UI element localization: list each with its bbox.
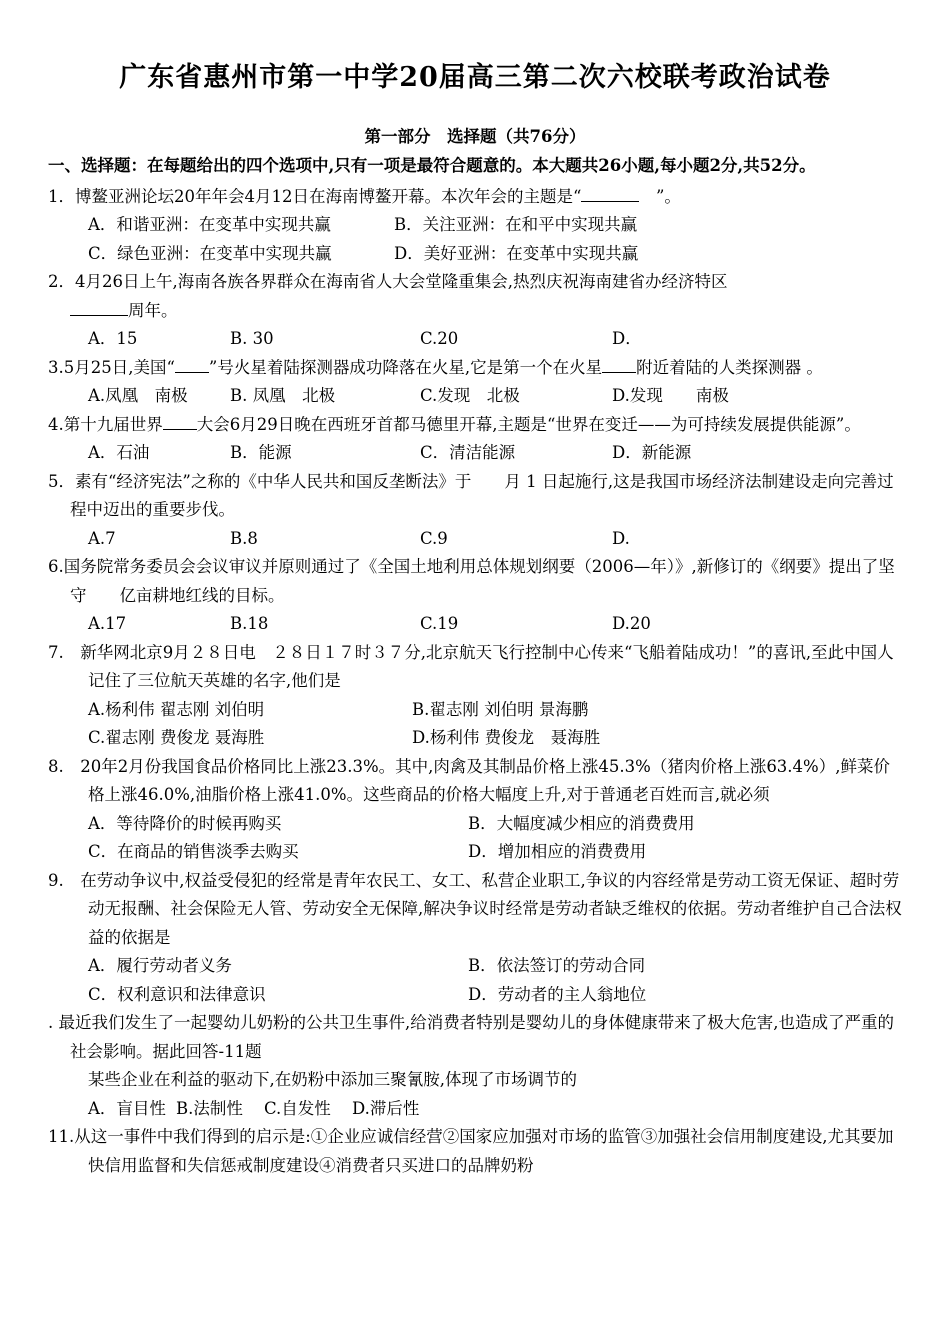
- question-2: [48, 268, 902, 325]
- option-d: D．: [612, 329, 642, 348]
- option-d: D．增加相应的消费费用: [468, 842, 647, 861]
- option-c: C．绿色亚洲：在变革中实现共赢: [88, 243, 332, 263]
- option-c: C.自发性: [264, 1098, 331, 1118]
- option-b: B.8: [230, 528, 258, 548]
- option-a: A．等待降价的时候再购买: [88, 813, 282, 833]
- answer-blank: [602, 354, 636, 373]
- question-9-options-row-1: [48, 952, 902, 981]
- question-4-stem-b: 大会6月29日晚在西班牙首都马德里开幕,主题是“世界在变迁——为可持续发展提供能源”。: [196, 414, 861, 434]
- option-c: C．清洁能源: [420, 443, 516, 462]
- question-8-options-row-1: [48, 810, 902, 839]
- option-a: A．履行劳动者义务: [88, 956, 232, 975]
- option-d: D.滞后性: [352, 1098, 420, 1118]
- option-c: C.翟志刚 费俊龙 聂海胜: [88, 728, 265, 747]
- option-a: A．盲目性: [88, 1098, 166, 1118]
- question-1-stem-b: ”。: [639, 186, 681, 206]
- question-3-stem-b: ”号火星着陆探测器成功降落在火星,它是第一个在火星: [208, 357, 603, 377]
- answer-blank: [581, 183, 639, 202]
- question-1: [48, 183, 902, 212]
- option-b: B. 30: [230, 329, 274, 348]
- option-d: D.20: [612, 614, 651, 633]
- question-10: . 最近我们发生了一起婴幼儿奶粉的公共卫生事件,给消费者特别是婴幼儿的身体健康带来了极大危害,也造成了严重的社会影响。据此回答-11题: [48, 1013, 894, 1061]
- question-3-stem-a: 3.5月25日,美国“: [48, 357, 175, 377]
- option-a: A．和谐亚洲：在变革中实现共赢: [88, 215, 331, 234]
- question-4-options: [48, 439, 902, 468]
- option-b: B.18: [230, 614, 269, 633]
- section-instructions: 一、选择题：在每题给出的四个选项中,只有一项是最符合题意的。本大题共26小题,每小题2分,共52分。: [48, 156, 816, 175]
- question-2-stem-a: 2．4月26日上午,海南各族各界群众在海南省人大会堂隆重集会,热烈庆祝海南建省办经济特区: [48, 272, 728, 291]
- option-b: B．能源: [230, 443, 292, 462]
- question-1-options-row-2: [48, 240, 902, 269]
- option-b: B.法制性: [176, 1098, 243, 1118]
- question-3-options: [48, 382, 902, 411]
- option-d: D．劳动者的主人翁地位: [468, 984, 647, 1004]
- question-7-options-row-2: [48, 724, 902, 753]
- question-8-options-row-2: [48, 838, 902, 867]
- option-a: A．15: [88, 329, 138, 348]
- question-1-options-row-1: [48, 211, 902, 240]
- question-6: 6.国务院常务委员会会议审议并原则通过了《全国土地利用总体规划纲要（2006—年）》,新修订的《纲要》提出了坚守 亿亩耕地红线的目标。: [48, 557, 895, 605]
- question-3-stem-c: 附近着陆的人类探测器 。: [636, 357, 823, 377]
- option-a: A.杨利伟 翟志刚 刘伯明: [88, 699, 265, 719]
- option-c: C．在商品的销售淡季去购买: [88, 842, 299, 861]
- question-9-options-row-2: [48, 981, 902, 1010]
- answer-blank: [163, 411, 197, 430]
- part-heading: 第一部分 选择题（共76分）: [364, 127, 586, 146]
- question-7: 7. 新华网北京9月２８日电 ２８日１７时３７分,北京航天飞行控制中心传来“飞船着陆成功！”的喜讯,至此中国人记住了三位航天英雄的名字,他们是: [48, 642, 894, 690]
- question-4: [48, 411, 902, 440]
- option-b: B．大幅度减少相应的消费费用: [468, 813, 695, 833]
- question-11: 11.从这一事件中我们得到的启示是:①企业应诚信经营②国家应加强对市场的监管③加强社会信用制度建设,尤其要加快信用监督和失信惩戒制度建设④消费者只买进口的品牌奶粉: [48, 1127, 894, 1175]
- option-b: B.翟志刚 刘伯明 景海鹏: [412, 699, 589, 719]
- option-c: C.20: [420, 329, 459, 348]
- answer-blank: [175, 354, 209, 373]
- option-d: D．新能源: [612, 443, 692, 462]
- option-b: B．关注亚洲：在和平中实现共赢: [394, 215, 638, 234]
- question-2-options: [48, 325, 902, 354]
- question-5-options: [48, 525, 902, 554]
- option-d: D.杨利伟 费俊龙 聂海胜: [412, 728, 601, 747]
- option-a: A.凤凰 南极: [88, 386, 188, 405]
- question-2-stem-b: 周年。: [128, 300, 178, 320]
- option-c: C.9: [420, 528, 448, 548]
- question-4-stem-a: 4.第十九届世界: [48, 414, 163, 434]
- question-7-options-row-1: [48, 696, 902, 725]
- option-c: C.发现 北极: [420, 386, 520, 405]
- answer-blank: [70, 297, 128, 316]
- option-c: C．权利意识和法律意识: [88, 984, 266, 1004]
- question-10-sub-stem: 某些企业在利益的驱动下,在奶粉中添加三聚氰胺,体现了市场调节的: [88, 1070, 577, 1089]
- question-9: 9. 在劳动争议中,权益受侵犯的经常是青年农民工、女工、私营企业职工,争议的内容经常是劳动工资无保证、超时劳动无报酬、社会保险无人管、劳动安全无保障,解决争议时经常是劳动者缺乏维权的依据。劳动者维护自己合法权益的依据是: [48, 870, 902, 947]
- option-a: A.7: [88, 528, 116, 548]
- question-6-options: [48, 610, 902, 639]
- option-d: D．美好亚洲：在变革中实现共赢: [394, 243, 639, 263]
- option-d: D.发现 南极: [612, 386, 729, 405]
- option-a: A．石油: [88, 443, 150, 462]
- question-8: 8. 20年2月份我国食品价格同比上涨23.3%。其中,肉禽及其制品价格上涨45.3%（猪肉价格上涨63.4%）,鲜菜价格上涨46.0%,油脂价格上涨41.0%。这些商品的价格大幅度上升,对于普通老百姓而言,就必须: [48, 756, 890, 804]
- option-a: A.17: [88, 614, 127, 633]
- question-5: 5．素有“经济宪法”之称的《中华人民共和国反垄断法》于 月 1 日起施行,这是我国市场经济法制建设走向完善过程中迈出的重要步伐。: [48, 471, 894, 519]
- option-d: D.: [612, 528, 630, 548]
- option-b: B. 凤凰 北极: [230, 386, 336, 405]
- option-c: C.19: [420, 614, 459, 633]
- question-10-options: [48, 1095, 902, 1124]
- question-1-stem-a: 1．博鳌亚洲论坛20年年会4月12日在海南博鳌开幕。本次年会的主题是“: [48, 186, 582, 206]
- exam-title: 广东省惠州市第一中学20届高三第二次六校联考政治试卷: [119, 62, 831, 93]
- question-3: [48, 354, 902, 383]
- option-b: B．依法签订的劳动合同: [468, 956, 646, 975]
